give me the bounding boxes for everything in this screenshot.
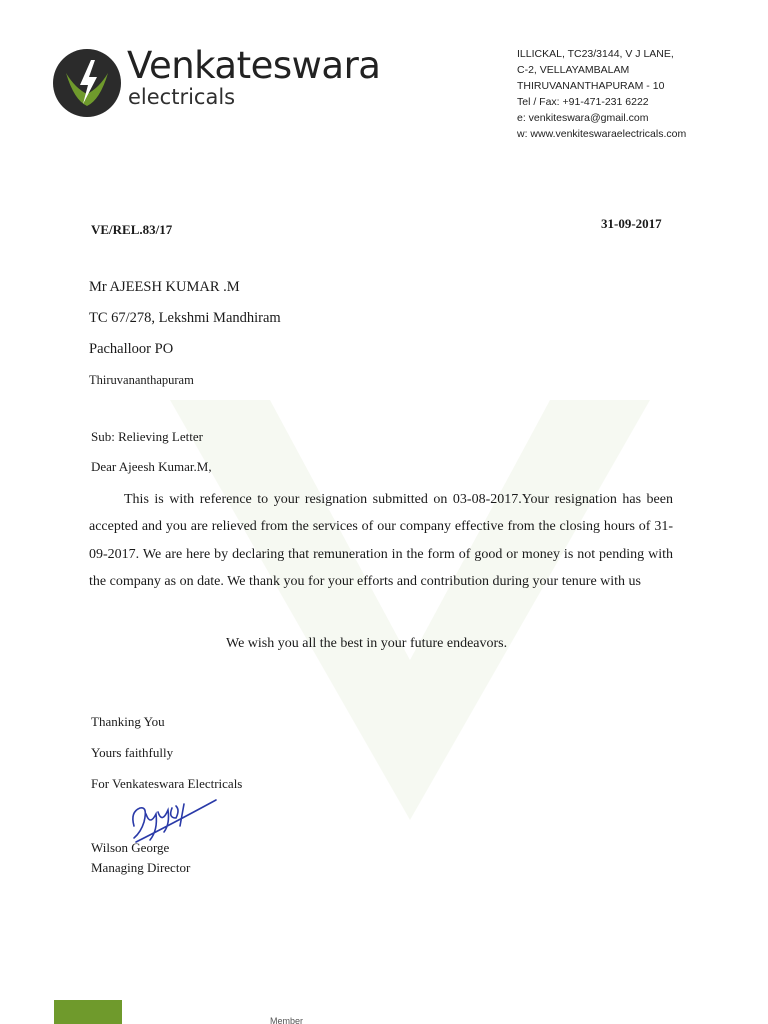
letter-body: This is with reference to your resignation submitted on 03-08-2017.Your resignation has been accepted and you are relieved from the services of our company effective from the closing hours of 31-09-2017. We are here by declaring that remuneration in the form of good or money is not pending with the company as on date. We thank you for your efforts and contribution during your tenure with us — [89, 492, 673, 590]
recipient-post-office: Pachalloor PO — [89, 341, 174, 357]
address-line: THIRUVANANTHAPURAM - 10 — [517, 80, 665, 92]
recipient-city: Thiruvananthapuram — [89, 373, 194, 387]
closing-line: Yours faithfully — [91, 745, 174, 760]
subject-line: Sub: Relieving Letter — [91, 429, 203, 444]
address-line: ILLICKAL, TC23/3144, V J LANE, — [517, 48, 674, 60]
address-line: C-2, VELLAYAMBALAM — [517, 64, 630, 76]
letterhead-address — [517, 46, 686, 142]
brand-name: Venkateswara — [127, 44, 381, 87]
signer-name: Wilson George — [91, 840, 170, 855]
phone-line: Tel / Fax: +91-471-231 6222 — [517, 96, 649, 108]
brand-subtitle: electricals — [128, 85, 236, 109]
footer-member-label: Member — [270, 1016, 304, 1024]
email-line: e: venkiteswara@gmail.com — [517, 112, 649, 124]
signer-title: Managing Director — [91, 860, 191, 875]
reference-number: VE/REL.83/17 — [91, 222, 173, 237]
closing-company: For Venkateswara Electricals — [91, 776, 243, 791]
recipient-address — [89, 278, 281, 402]
letter-date: 31-09-2017 — [601, 216, 662, 231]
recipient-name: Mr AJEESH KUMAR .M — [89, 279, 240, 295]
recipient-street: TC 67/278, Lekshmi Mandhiram — [89, 310, 281, 326]
footer-logo-block — [54, 1000, 122, 1024]
lightning-leaf-icon — [52, 48, 122, 118]
closing-line: Thanking You — [91, 714, 165, 729]
closing-wish: We wish you all the best in your future endeavors. — [226, 636, 508, 651]
website-line: w: www.venkiteswaraelectricals.com — [517, 128, 687, 140]
salutation: Dear Ajeesh Kumar.M, — [91, 459, 212, 474]
closing-block — [91, 714, 242, 807]
